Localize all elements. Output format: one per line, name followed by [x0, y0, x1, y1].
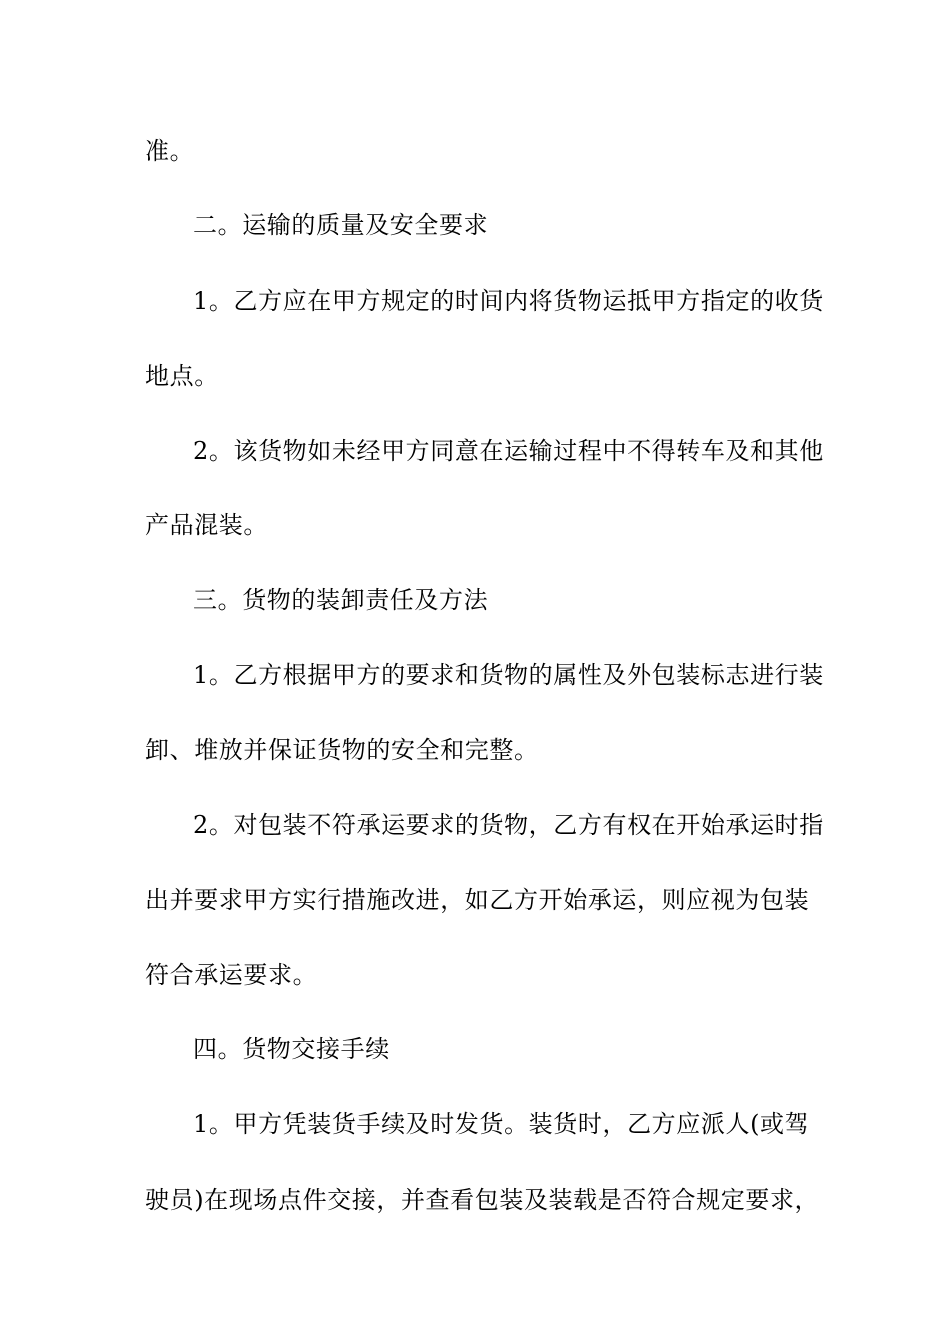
text-line: 出并要求甲方实行措施改进，如乙方开始承运，则应视为包装 [145, 886, 810, 914]
section-heading: 四。货物交接手续 [193, 1035, 390, 1063]
text-line: 1。乙方根据甲方的要求和货物的属性及外包装标志进行装 [193, 661, 824, 689]
text-line: 1。乙方应在甲方规定的时间内将货物运抵甲方指定的收货 [193, 287, 824, 315]
text-line: 准。 [145, 137, 195, 165]
text-line: 2。对包装不符承运要求的货物，乙方有权在开始承运时指 [193, 811, 824, 839]
section-heading: 二。运输的质量及安全要求 [193, 211, 489, 239]
text-line: 1。甲方凭装货手续及时发货。装货时，乙方应派人(或驾 [193, 1110, 810, 1138]
text-line: 驶员)在现场点件交接，并查看包装及装载是否符合规定要求， [145, 1186, 820, 1214]
text-line: 产品混装。 [145, 511, 268, 539]
text-line: 地点。 [145, 362, 219, 390]
text-line: 2。该货物如未经甲方同意在运输过程中不得转车及和其他 [193, 437, 824, 465]
text-line: 卸、堆放并保证货物的安全和完整。 [145, 736, 539, 764]
section-heading: 三。货物的装卸责任及方法 [193, 586, 489, 614]
text-line: 符合承运要求。 [145, 961, 318, 989]
